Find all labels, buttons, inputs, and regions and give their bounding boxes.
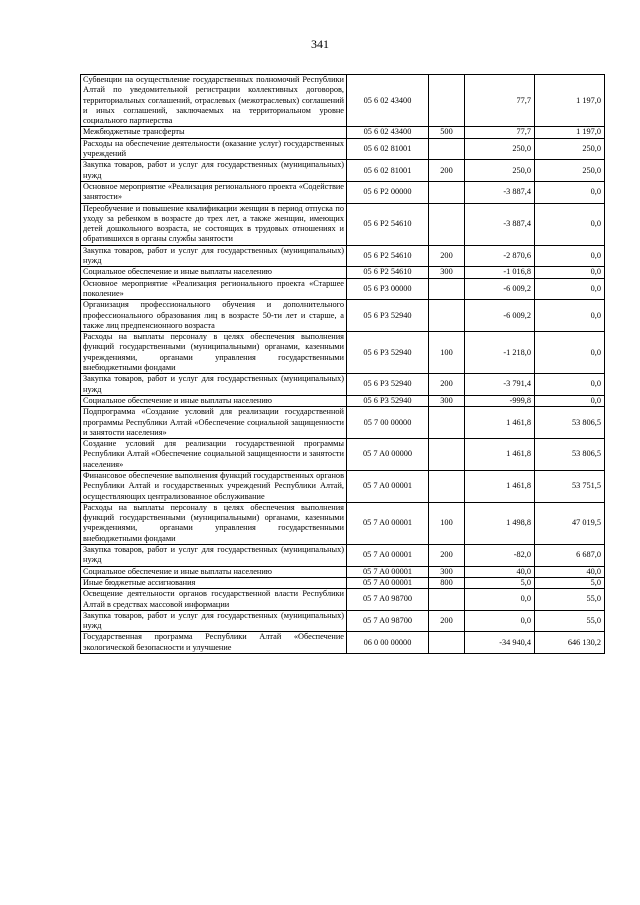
row-code-cell: 05 6 02 43400: [347, 75, 429, 127]
row-name-cell: Расходы на выплаты персоналу в целях обеспечения выполнения функций государственными (муниципальными) органами, казенными учреждениями, органами управления государственными внебюджетными фондами: [81, 502, 347, 544]
row-expense-type-cell: [429, 203, 465, 245]
row-value-1-cell: -6 009,2: [465, 278, 535, 300]
row-value-1-cell: 5,0: [465, 577, 535, 588]
row-value-2-cell: 53 751,5: [535, 470, 605, 502]
row-code-cell: 05 6 P2 54610: [347, 203, 429, 245]
row-expense-type-cell: [429, 589, 465, 611]
row-code-cell: 05 7 A0 00001: [347, 502, 429, 544]
row-name-cell: Закупка товаров, работ и услуг для государственных (муниципальных) нужд: [81, 610, 347, 632]
row-expense-type-cell: 300: [429, 267, 465, 278]
row-name-cell: Освещение деятельности органов государственной власти Республики Алтай в средствах массовой информации: [81, 589, 347, 611]
row-code-cell: 05 7 A0 98700: [347, 610, 429, 632]
row-expense-type-cell: 200: [429, 245, 465, 267]
row-value-2-cell: 0,0: [535, 203, 605, 245]
row-expense-type-cell: [429, 470, 465, 502]
row-code-cell: 05 7 00 00000: [347, 407, 429, 439]
row-value-2-cell: 1 197,0: [535, 127, 605, 138]
row-name-cell: Закупка товаров, работ и услуг для государственных (муниципальных) нужд: [81, 374, 347, 396]
row-value-1-cell: -3 887,4: [465, 181, 535, 203]
row-value-1-cell: 1 461,8: [465, 407, 535, 439]
row-expense-type-cell: 200: [429, 545, 465, 567]
row-name-cell: Основное мероприятие «Реализация регионального проекта «Содействие занятости»: [81, 181, 347, 203]
row-expense-type-cell: [429, 278, 465, 300]
table-row: [81, 470, 605, 502]
row-code-cell: 05 6 P2 54610: [347, 245, 429, 267]
row-name-cell: Расходы на обеспечение деятельности (оказание услуг) государственных учреждений: [81, 138, 347, 160]
table-row: [81, 203, 605, 245]
row-expense-type-cell: [429, 407, 465, 439]
row-expense-type-cell: 100: [429, 332, 465, 374]
row-value-2-cell: 0,0: [535, 374, 605, 396]
row-name-cell: Закупка товаров, работ и услуг для государственных (муниципальных) нужд: [81, 160, 347, 182]
row-value-1-cell: 250,0: [465, 138, 535, 160]
row-expense-type-cell: 100: [429, 502, 465, 544]
row-name-cell: Государственная программа Республики Алтай «Обеспечение экологической безопасности и улучшение: [81, 632, 347, 654]
row-expense-type-cell: [429, 138, 465, 160]
row-value-1-cell: -34 940,4: [465, 632, 535, 654]
row-code-cell: 06 0 00 00000: [347, 632, 429, 654]
table-row: [81, 300, 605, 332]
row-value-1-cell: 1 461,8: [465, 439, 535, 471]
row-expense-type-cell: 200: [429, 610, 465, 632]
row-value-2-cell: 47 019,5: [535, 502, 605, 544]
row-value-1-cell: -1 016,8: [465, 267, 535, 278]
row-value-1-cell: -2 870,6: [465, 245, 535, 267]
row-value-1-cell: 0,0: [465, 610, 535, 632]
table-row: [81, 395, 605, 406]
row-expense-type-cell: [429, 300, 465, 332]
row-value-2-cell: 55,0: [535, 589, 605, 611]
row-value-2-cell: 0,0: [535, 395, 605, 406]
row-value-1-cell: -999,8: [465, 395, 535, 406]
row-name-cell: Межбюджетные трансферты: [81, 127, 347, 138]
row-expense-type-cell: 800: [429, 577, 465, 588]
row-code-cell: 05 7 A0 00001: [347, 470, 429, 502]
row-value-1-cell: -3 887,4: [465, 203, 535, 245]
row-code-cell: 05 6 02 81001: [347, 160, 429, 182]
row-name-cell: Основное мероприятие «Реализация регионального проекта «Старшее поколение»: [81, 278, 347, 300]
row-value-1-cell: -3 791,4: [465, 374, 535, 396]
row-code-cell: 05 6 P2 54610: [347, 267, 429, 278]
table-row: [81, 278, 605, 300]
page-number: 341: [311, 37, 329, 51]
row-value-2-cell: 0,0: [535, 300, 605, 332]
row-value-2-cell: 250,0: [535, 138, 605, 160]
row-name-cell: Социальное обеспечение и иные выплаты населению: [81, 267, 347, 278]
row-name-cell: Финансовое обеспечение выполнения функций государственных органов Республики Алтай и государственных учреждений Республики Алтай, осуществляющих централизованное обслуживание: [81, 470, 347, 502]
row-name-cell: Подпрограмма «Создание условий для реализации государственной программы Республики Алтай «Обеспечение социальной защищенности и занятости населения»: [81, 407, 347, 439]
table-row: [81, 160, 605, 182]
row-value-2-cell: 53 806,5: [535, 407, 605, 439]
row-expense-type-cell: 200: [429, 160, 465, 182]
row-value-2-cell: 0,0: [535, 245, 605, 267]
table-row: [81, 439, 605, 471]
row-value-2-cell: 0,0: [535, 267, 605, 278]
row-value-2-cell: 5,0: [535, 577, 605, 588]
row-code-cell: 05 7 A0 98700: [347, 589, 429, 611]
row-value-1-cell: 77,7: [465, 75, 535, 127]
row-code-cell: 05 6 P3 52940: [347, 300, 429, 332]
row-code-cell: 05 6 02 43400: [347, 127, 429, 138]
table-row: [81, 407, 605, 439]
row-code-cell: 05 6 P3 52940: [347, 374, 429, 396]
row-value-1-cell: -1 218,0: [465, 332, 535, 374]
row-name-cell: Переобучение и повышение квалификации женщин в период отпуска по уходу за ребенком в возрасте до трех лет, а также женщин, имеющих детей дошкольного возраста, не состоящих в трудовых отношениях и обратившихся в органы службы занятости: [81, 203, 347, 245]
table-row: [81, 245, 605, 267]
table-row: [81, 267, 605, 278]
row-value-2-cell: 1 197,0: [535, 75, 605, 127]
row-name-cell: Социальное обеспечение и иные выплаты населению: [81, 566, 347, 577]
row-name-cell: Закупка товаров, работ и услуг для государственных (муниципальных) нужд: [81, 245, 347, 267]
row-expense-type-cell: 300: [429, 395, 465, 406]
row-code-cell: 05 7 A0 00001: [347, 577, 429, 588]
row-value-1-cell: -6 009,2: [465, 300, 535, 332]
row-value-2-cell: 0,0: [535, 278, 605, 300]
budget-table-body: [81, 75, 605, 654]
row-expense-type-cell: 300: [429, 566, 465, 577]
table-row: [81, 545, 605, 567]
row-code-cell: 05 7 A0 00001: [347, 566, 429, 577]
table-row: [81, 332, 605, 374]
row-expense-type-cell: [429, 75, 465, 127]
row-expense-type-cell: [429, 632, 465, 654]
row-value-1-cell: 250,0: [465, 160, 535, 182]
table-row: [81, 610, 605, 632]
table-row: [81, 577, 605, 588]
table-row: [81, 632, 605, 654]
table-row: [81, 566, 605, 577]
row-value-2-cell: 250,0: [535, 160, 605, 182]
row-value-1-cell: 1 461,8: [465, 470, 535, 502]
row-name-cell: Расходы на выплаты персоналу в целях обеспечения выполнения функций государственными (муниципальными) органами, казенными учреждениями, органами управления государственными внебюджетными фондами: [81, 332, 347, 374]
row-expense-type-cell: 200: [429, 374, 465, 396]
row-value-2-cell: 40,0: [535, 566, 605, 577]
row-name-cell: Иные бюджетные ассигнования: [81, 577, 347, 588]
row-expense-type-cell: [429, 181, 465, 203]
budget-table: [80, 74, 605, 654]
row-value-2-cell: 6 687,0: [535, 545, 605, 567]
row-name-cell: Создание условий для реализации государственной программы Республики Алтай «Обеспечение социальной защищенности и занятости населения»: [81, 439, 347, 471]
row-value-1-cell: 77,7: [465, 127, 535, 138]
row-name-cell: Организация профессионального обучения и дополнительного профессионального образования лиц в возрасте 50-ти лет и старше, а также лиц предпенсионного возраста: [81, 300, 347, 332]
row-code-cell: 05 6 P2 00000: [347, 181, 429, 203]
table-row: [81, 127, 605, 138]
row-code-cell: 05 6 P3 52940: [347, 332, 429, 374]
row-expense-type-cell: 500: [429, 127, 465, 138]
row-code-cell: 05 6 P3 52940: [347, 395, 429, 406]
table-row: [81, 502, 605, 544]
row-value-1-cell: 0,0: [465, 589, 535, 611]
row-value-1-cell: 40,0: [465, 566, 535, 577]
row-code-cell: 05 6 P3 00000: [347, 278, 429, 300]
table-row: [81, 138, 605, 160]
row-name-cell: Закупка товаров, работ и услуг для государственных (муниципальных) нужд: [81, 545, 347, 567]
row-value-2-cell: 0,0: [535, 332, 605, 374]
row-value-1-cell: -82,0: [465, 545, 535, 567]
row-code-cell: 05 7 A0 00000: [347, 439, 429, 471]
table-row: [81, 589, 605, 611]
row-value-1-cell: 1 498,8: [465, 502, 535, 544]
table-row: [81, 374, 605, 396]
row-value-2-cell: 646 130,2: [535, 632, 605, 654]
table-row: [81, 181, 605, 203]
row-name-cell: Социальное обеспечение и иные выплаты населению: [81, 395, 347, 406]
row-value-2-cell: 0,0: [535, 181, 605, 203]
row-name-cell: Субвенции на осуществление государственных полномочий Республики Алтай по уведомительной регистрации коллективных договоров, территориальных соглашений, отраслевых (межотраслевых) соглашений и иных соглашений, заключаемых на территориальном уровне социального партнерства: [81, 75, 347, 127]
row-expense-type-cell: [429, 439, 465, 471]
table-row: [81, 75, 605, 127]
row-value-2-cell: 53 806,5: [535, 439, 605, 471]
row-value-2-cell: 55,0: [535, 610, 605, 632]
row-code-cell: 05 7 A0 00001: [347, 545, 429, 567]
row-code-cell: 05 6 02 81001: [347, 138, 429, 160]
